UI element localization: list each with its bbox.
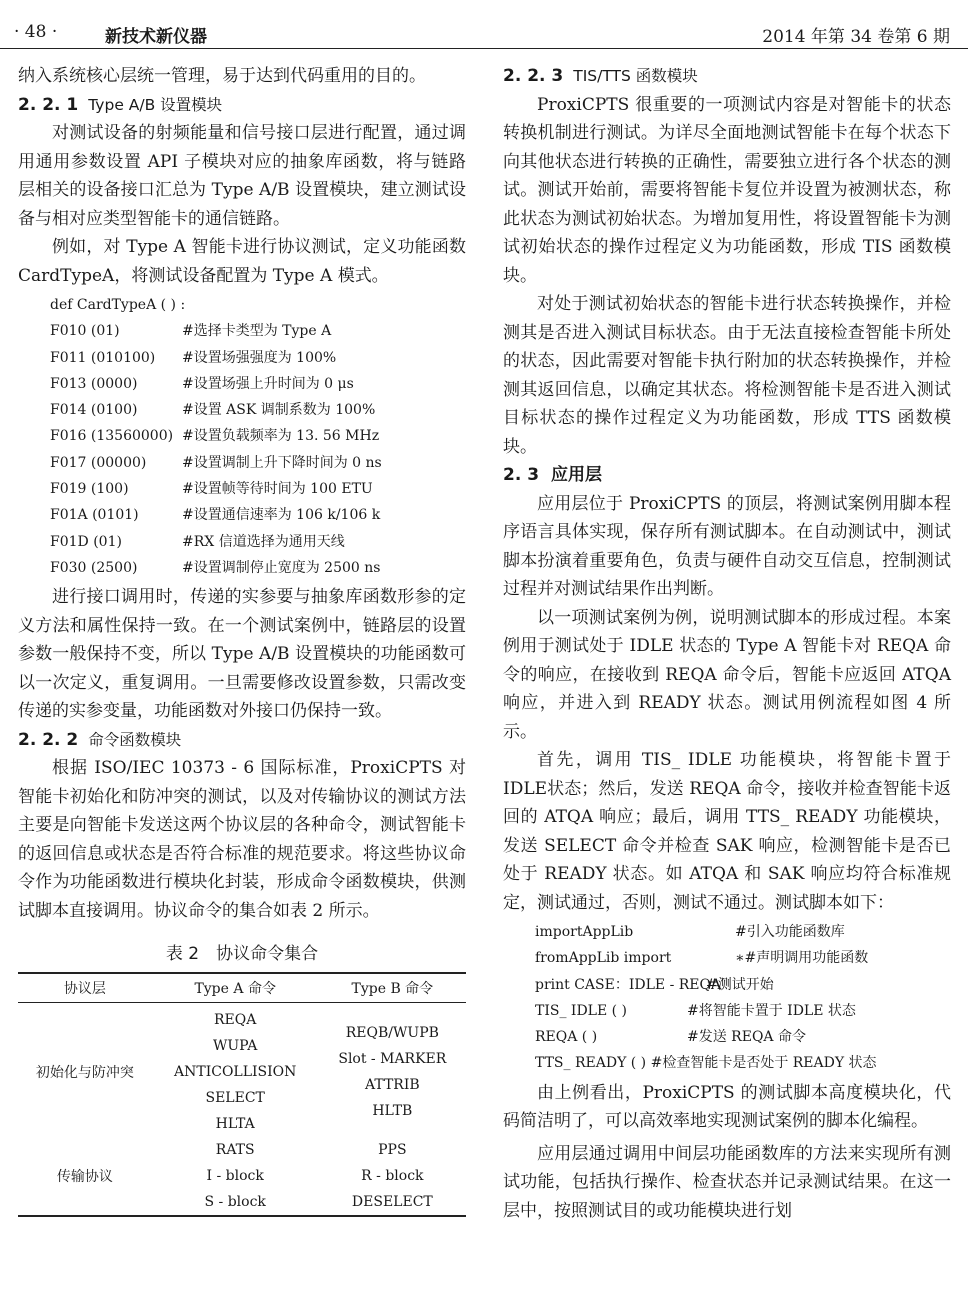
code-comment: #RX 信道选择为通用天线 (182, 533, 345, 550)
code-comment: #设置负载频率为 13. 56 MHz (182, 428, 380, 445)
code-cmd: TIS_ IDLE ( ) (535, 1002, 628, 1019)
code-cmd: F019 (100) (50, 481, 129, 498)
header-rule (0, 48, 968, 49)
code-cmd: F01D (01) (50, 533, 122, 550)
code-line (18, 502, 466, 528)
code-cmd: TTS_ READY ( ) #检查智能卡是否处于 READY 状态 (535, 1055, 877, 1072)
section-heading-2-2-3 (503, 62, 951, 91)
code-line (18, 345, 466, 371)
journal-name: 新技术新仪器 (105, 27, 207, 47)
code-cmd: print CASE：IDLE - REQA′ (535, 976, 725, 993)
left-column (18, 62, 466, 1217)
code-line (18, 318, 466, 344)
table-cell-layer: 传输协议 (18, 1137, 152, 1216)
section-number: 2. 3 (503, 465, 540, 485)
table-cell-type-a (152, 1003, 319, 1138)
command: S - block (204, 1194, 266, 1211)
code-comment: #设置帧等待时间为 100 ETU (182, 481, 373, 498)
code-line (503, 998, 951, 1024)
command: REQB/WUPB (345, 1025, 439, 1042)
command: SELECT (205, 1090, 265, 1107)
column-header: 协议层 (18, 973, 152, 1003)
command: HLTA (215, 1116, 255, 1133)
code-comment: #选择卡类型为 Type A (182, 323, 332, 340)
code-cmd: F030 (2500) (50, 559, 138, 576)
paragraph: 根据 ISO/IEC 10373 - 6 国际标准，ProxiCPTS 对智能卡初始化和防冲突的测试，以及对传输协议的测试方法主要是向智能卡发送这两个协议层的各种命令，测试智能卡的返回信息或状态是否符合标准的规范要求。将这些协议命令作为功能函数进行模块化封装，形成命令函数模块，供测试脚本直接调用。协议命令的集合如表 2 所示。 (18, 758, 466, 921)
code-cmd: F01A (0101) (50, 507, 139, 524)
code-line (18, 450, 466, 476)
paragraph: 应用层通过调用中间层功能函数库的方法来实现所有测试功能，包括执行操作、检查状态并记录测试结果。在这一层中，按照测试目的或功能模块进行划 (503, 1143, 951, 1221)
code-comment: #引入功能函数库 (735, 924, 845, 940)
command: WUPA (212, 1038, 258, 1055)
command: HLTB (372, 1103, 413, 1120)
code-comment: #测试开始 (706, 976, 774, 993)
code-comment: #设置 ASK 调制系数为 100% (182, 402, 376, 419)
section-heading-2-3 (503, 461, 951, 490)
command: DESELECT (351, 1194, 433, 1211)
code-line (18, 476, 466, 502)
code-line (18, 292, 466, 318)
right-column (503, 62, 951, 1225)
command: RATS (215, 1142, 255, 1159)
command: ATTRIB (365, 1077, 420, 1094)
section-number: 2. 2. 1 (18, 94, 79, 115)
code-line (503, 1050, 951, 1076)
command: PPS (378, 1142, 407, 1159)
paragraph: ProxiCPTS 很重要的一项测试内容是对智能卡的状态转换机制进行测试。为详尽全面地测试智能卡在每个状态下向其他状态进行转换的正确性，需要独立进行各个状态的测试。测试开始前，需要将智能卡复位并设置为被测状态，称此状态为测试初始状态。为增加复用性，将设置智能卡为测试初始状态的操作过程定义为功能函数，形成 TIS 函数模块。 (503, 94, 951, 286)
code-line (18, 555, 466, 581)
page-number: · 48 · (14, 22, 58, 42)
code-comment: #将智能卡置于 IDLE 状态 (687, 1002, 856, 1019)
code-line (18, 397, 466, 423)
page-header (0, 0, 968, 47)
code-comment: #设置场强上升时间为 0 μs (182, 375, 354, 392)
paragraph: 对处于测试初始状态的智能卡进行状态转换操作，并检测其是否进入测试目标状态。由于无法直接检查智能卡所处的状态，因此需要对智能卡执行附加的状态转换操作，并检测其返回信息，以确定其状态。将检测智能卡是否进入测试目标状态的操作过程定义为功能函数，形成 TTS 函数模块。 (503, 294, 951, 457)
code-block (18, 292, 466, 581)
paragraph: 以一项测试案例为例，说明测试脚本的形成过程。本案例用于测试处于 IDLE 状态的 Type A 智能卡对 REQA 命令的响应，在接收到 REQA 命令后，智能卡应返回 ATQA 响应，并进入到 READY 状态。测试用例流程如图 4 所示。 (503, 607, 951, 742)
code-line (18, 371, 466, 397)
issue-info: 2014 年第 34 卷第 6 期 (762, 27, 950, 47)
section-heading-2-2-2 (18, 726, 466, 755)
code-comment: #设置调制停止宽度为 2500 ns (182, 559, 381, 576)
table-row (18, 1137, 466, 1216)
section-title: Type A/B 设置模块 (88, 95, 223, 114)
protocol-command-table (18, 972, 466, 1217)
column-header: Type B 命令 (319, 973, 466, 1003)
code-line (503, 1024, 951, 1050)
table-cell-layer: 初始化与防冲突 (35, 1065, 134, 1082)
command: R - block (361, 1168, 424, 1185)
section-title: 应用层 (551, 465, 603, 485)
command: Slot - MARKER (338, 1051, 447, 1068)
command: ANTICOLLISION (174, 1064, 297, 1081)
section-title: 命令函数模块 (88, 730, 182, 749)
code-comment: ∗#声明调用功能函数 (735, 950, 869, 967)
section-number: 2. 2. 2 (18, 729, 79, 750)
code-cmd: F011 (010100) (50, 349, 156, 366)
section-heading-2-2-1 (18, 91, 466, 120)
code-line (503, 919, 951, 945)
paragraph: 首先，调用 TIS_ IDLE 功能模块，将智能卡置于 IDLE状态；然后，发送 REQA 命令，接收并检查智能卡返回的 ATQA 响应；最后，调用 TTS_ READY 功能模块，发送 SELECT 命令并检查 SAK 响应，检测智能卡是否已处于 READY 状态。如 ATQA 和 SAK 响应均符合标准规定，测试通过，否则，测试不通过。测试脚本如下： (503, 750, 951, 913)
paragraph: 应用层位于 ProxiCPTS 的顶层，将测试案例用脚本程序语言具体实现，保存所有测试脚本。在自动测试中，测试脚本扮演着重要角色，负责与硬件自动交互信息，控制测试过程并对测试结果作出判断。 (503, 493, 951, 599)
code-line (18, 529, 466, 555)
code-cmd: F010 (01) (50, 323, 120, 340)
table-cell-type-b (319, 1003, 466, 1138)
command: REQA (214, 1012, 257, 1029)
paragraph: 进行接口调用时，传递的实参要与抽象库函数形参的定义方法和属性保持一致。在一个测试案例中，链路层的设置参数一般保持不变，所以 Type A/B 设置模块的功能函数可以一次定义，重复调用。一旦需要修改设置参数，只需改变传递的实参变量，功能函数对外接口仍保持一致。 (18, 587, 466, 722)
code-line (503, 945, 951, 971)
script-code-block (503, 919, 951, 1077)
code-comment: #发送 REQA 命令 (687, 1029, 806, 1046)
section-title: TIS/TTS 函数模块 (573, 67, 698, 85)
code-cmd: F013 (0000) (50, 375, 138, 392)
paragraph: 对测试设备的射频能量和信号接口层进行配置，通过调用通用参数设置 API 子模块对应的抽象库函数，将与链路层相关的设备接口汇总为 Type A/B 设置模块，建立测试设备与相对应类型智能卡的通信链路。 (18, 123, 466, 229)
code-comment: #设置场强强度为 100% (182, 349, 337, 366)
table-caption: 表 2 协议命令集合 (165, 944, 319, 965)
code-comment: #设置通信速率为 106 k/106 k (182, 507, 381, 524)
code-comment: #设置调制上升下降时间为 0 ns (182, 454, 382, 471)
code-cmd: REQA ( ) (535, 1029, 598, 1046)
paragraph: 纳入系统核心层统一管理，易于达到代码重用的目的。 (18, 66, 426, 86)
table-row (18, 1003, 466, 1138)
table-cell-type-b (319, 1137, 466, 1216)
section-number: 2. 2. 3 (503, 66, 564, 86)
table-cell-type-a (152, 1137, 319, 1216)
column-header: Type A 命令 (152, 973, 319, 1003)
code-cmd: F016 (13560000) (50, 428, 174, 445)
table-header-row (18, 973, 466, 1003)
code-cmd: fromAppLib import (535, 950, 672, 967)
code-cmd: F014 (0100) (50, 402, 138, 419)
command: I - block (206, 1168, 264, 1185)
code-line (503, 972, 951, 998)
paragraph: 例如，对 Type A 智能卡进行协议测试，定义功能函数 CardTypeA，将测试设备配置为 Type A 模式。 (18, 237, 466, 286)
code-cmd: importAppLib (535, 924, 634, 940)
paragraph: 由上例看出，ProxiCPTS 的测试脚本高度模块化，代码简洁明了，可以高效率地实现测试案例的脚本化编程。 (503, 1082, 951, 1132)
code-line (18, 423, 466, 449)
code-def: def CardTypeA ( ) : (50, 297, 186, 313)
code-cmd: F017 (00000) (50, 454, 147, 471)
